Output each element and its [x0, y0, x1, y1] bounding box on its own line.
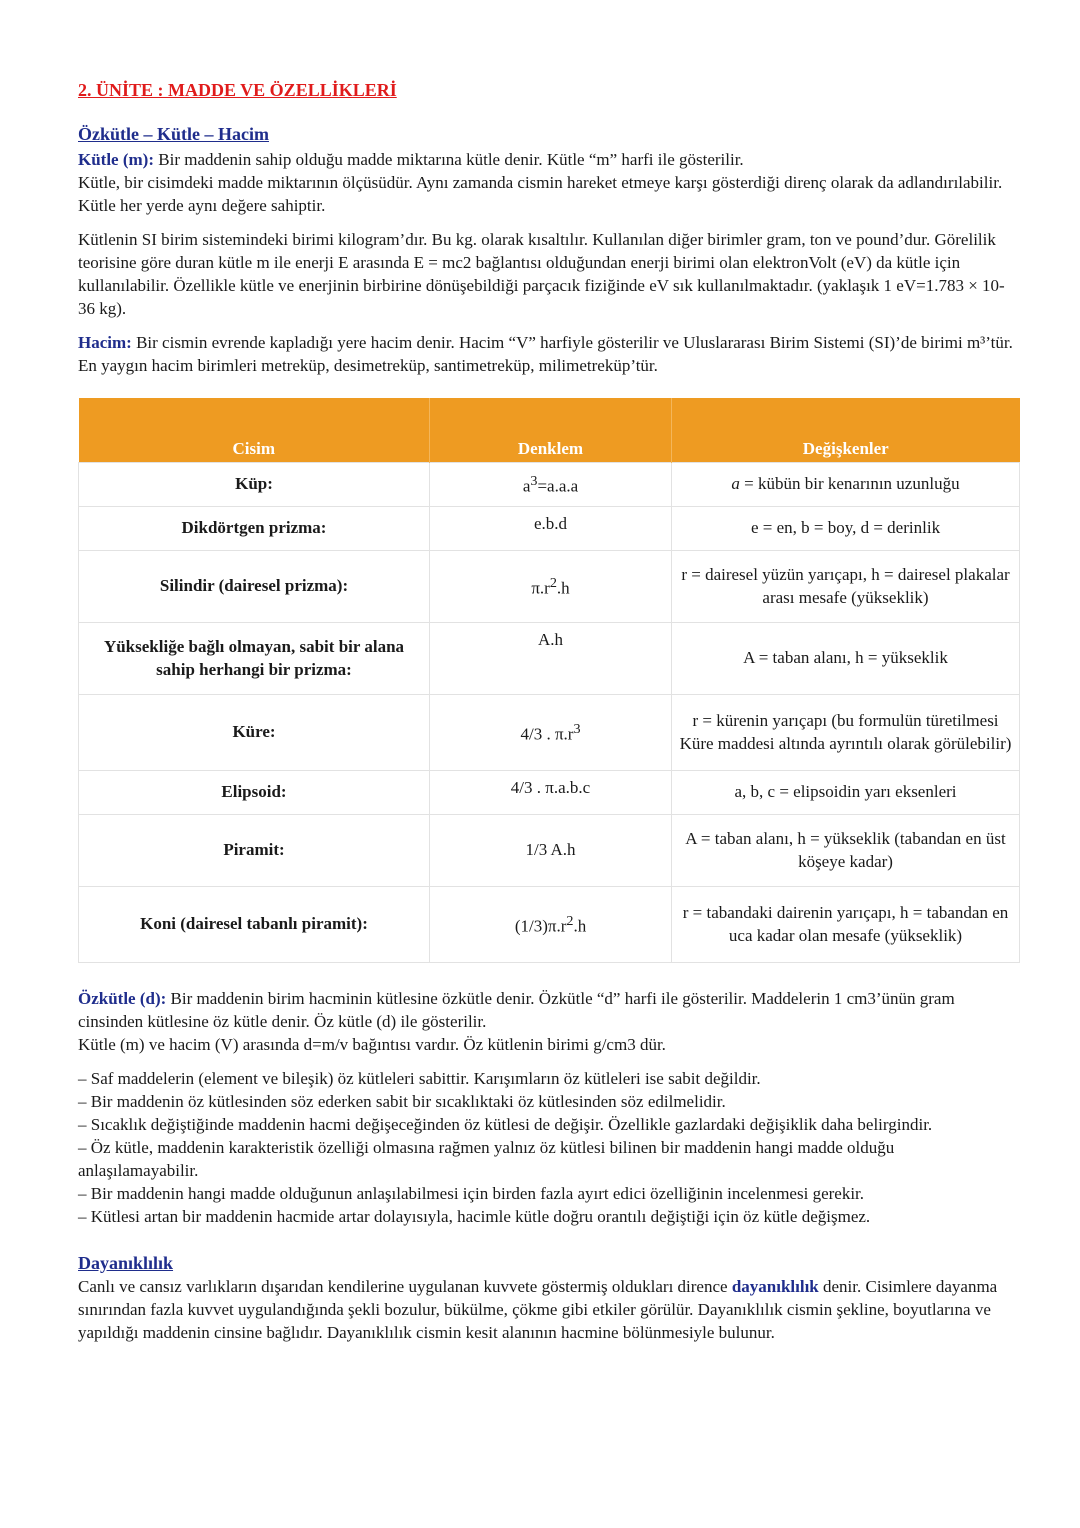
eq-base: 4/3 . π.a.b.c — [510, 778, 591, 797]
table-row — [79, 771, 1020, 815]
hacim-paragraph — [78, 331, 1018, 377]
table-row — [79, 695, 1020, 771]
shapes-volume-table — [78, 398, 1020, 963]
dayaniklilik-text-pre: Canlı ve cansız varlıkların dışarıdan kendilerine uygulanan kuvvete göstermiş oldukları dirence — [78, 1277, 732, 1296]
cell-name: Yüksekliğe bağlı olmayan, sabit bir alana sahip herhangi bir prizma: — [79, 623, 430, 695]
list-item: – Bir maddenin hangi madde olduğunun anlaşılabilmesi için birden fazla ayırt edici özelliğinin incelenmesi gerekir. — [78, 1184, 865, 1203]
eq-base: 1/3 A.h — [525, 840, 576, 860]
cell-variables: r = kürenin yarıçapı (bu formulün türetilmesi Küre maddesi altında ayrıntılı olarak görülebilir) — [672, 695, 1020, 771]
hacim-term: Hacim: — [78, 333, 132, 352]
eq-base: (1/3)π.r — [514, 917, 567, 937]
kutle-paragraph — [78, 148, 1018, 217]
cell-variables: r = tabandaki dairenin yarıçapı, h = tabandan en uca kadar olan mesafe (yükseklik) — [672, 887, 1020, 963]
cell-variables — [672, 463, 1020, 507]
kutle-line2: Kütle, bir cisimdeki madde miktarının ölçüsüdür. Aynı zamanda cismin hareket etmeye karşı gösterdiği direnç olarak da adlandırılabilir. Kütle her yerde aynı değere sahiptir. — [78, 173, 1003, 215]
eq-base: e.b.d — [533, 514, 568, 533]
dayaniklilik-keyword: dayanıklılık — [731, 1277, 819, 1296]
ozkutle-facts-list — [78, 1067, 1018, 1228]
cell-name: Elipsoid: — [79, 771, 430, 815]
header-denklem: Denklem — [430, 398, 672, 463]
list-item: – Bir maddenin öz kütlesinden söz ederken sabit bir sıcaklıktaki öz kütlesinden söz edilmelidir. — [78, 1092, 726, 1111]
cell-variables: r = dairesel yüzün yarıçapı, h = dairesel plakalar arası mesafe (yükseklik) — [672, 551, 1020, 623]
list-item: – Öz kütle, maddenin karakteristik özelliği olmasına rağmen yalnız öz kütlesi bilinen bir maddenin hangi madde olduğu anlaşılamayabilir. — [78, 1138, 895, 1180]
table-row — [79, 887, 1020, 963]
cell-equation — [430, 771, 672, 815]
ozkutle-paragraph — [78, 987, 1018, 1056]
section-title-dayaniklilik: Dayanıklılık — [78, 1253, 174, 1273]
header-degiskenler: Değişkenler — [672, 398, 1020, 463]
dayaniklilik-paragraph — [78, 1275, 1018, 1344]
table-row — [79, 815, 1020, 887]
ozkutle-term: Özkütle (d): — [78, 989, 167, 1008]
kutle-term: Kütle (m): — [78, 150, 155, 169]
cell-equation — [430, 507, 672, 551]
cell-equation — [430, 695, 672, 771]
dayaniklilik-text-post: denir. Cisimlere dayanma sınırından fazla kuvvet uygulandığında şekli bozulur, bükülme, çökme gibi etkiler görülür. Dayanıklılık cismin şekline, boyutlarına ve yapıldığı maddenin cinsine bağlıdır. Dayanıklılık cismin kesit alanının hacmine bölünmesiyle bulunur. — [78, 1277, 998, 1342]
unit-title: 2. ÜNİTE : MADDE VE ÖZELLİKLERİ — [78, 80, 397, 100]
eq-base: A.h — [537, 630, 564, 649]
kutle-si-paragraph: Kütlenin SI birim sistemindeki birimi kilogram’dır. Bu kg. olarak kısaltılır. Kullanılan diğer birimler gram, ton ve pound’dur. Görelilik teorisine göre duran kütle m ile enerji E arasında E = mc2 bağlantısı olduğundan enerji birimi olan elektronVolt (eV) da kütle için kullanılabilir. Özellikle kütle ve enerjinin birbirine dönüşebildiği parçacık fiziğinde eV sık kullanılmaktadır. (yaklaşık 1 eV=1.783 × 10-36 kg). — [78, 230, 1005, 318]
cell-variables: A = taban alanı, h = yükseklik (tabandan en üst köşeye kadar) — [672, 815, 1020, 887]
section-title-ozkutle-kutle-hacim: Özkütle – Kütle – Hacim — [78, 124, 269, 144]
ozkutle-line1: Bir maddenin birim hacminin kütlesine özkütle denir. Özkütle “d” harfi ile gösterilir. Maddelerin 1 cm3’ünün gram cinsinden kütlesine öz kütle denir. Öz kütle (d) ile gösterilir. — [78, 989, 955, 1031]
var-desc: = kübün bir kenarının uzunluğu — [739, 474, 960, 494]
eq-rest: .h — [573, 917, 587, 937]
cell-equation — [430, 623, 672, 695]
eq-exponent: 2 — [549, 575, 557, 592]
eq-exponent: 2 — [566, 913, 574, 930]
eq-exponent: 3 — [573, 721, 581, 738]
document-page — [78, 78, 1018, 1344]
cell-variables: e = en, b = boy, d = derinlik — [672, 507, 1020, 551]
table-header-row — [79, 398, 1020, 463]
cell-variables: A = taban alanı, h = yükseklik — [672, 623, 1020, 695]
list-item: – Kütlesi artan bir maddenin hacmide artar dolayısıyla, hacimle kütle doğru orantılı değiştiği için öz kütle değişmez. — [78, 1207, 871, 1226]
eq-rest: =a.a.a — [537, 477, 579, 497]
eq-base: π.r — [531, 579, 550, 599]
cell-name: Küre: — [79, 695, 430, 771]
cell-equation — [430, 551, 672, 623]
cell-name: Silindir (dairesel prizma): — [79, 551, 430, 623]
table-row — [79, 463, 1020, 507]
cell-equation — [430, 463, 672, 507]
var-symbol: a — [731, 474, 740, 494]
cell-variables: a, b, c = elipsoidin yarı eksenleri — [672, 771, 1020, 815]
eq-base: 4/3 . π.r — [520, 725, 574, 745]
table-row — [79, 551, 1020, 623]
eq-exponent: 3 — [530, 473, 538, 490]
header-cisim: Cisim — [79, 398, 430, 463]
cell-name: Piramit: — [79, 815, 430, 887]
cell-name: Koni (dairesel tabanlı piramit): — [79, 887, 430, 963]
list-item: – Sıcaklık değiştiğinde maddenin hacmi değişeceğinden öz kütlesi de değişir. Özellikle gazlardaki değişiklik daha belirgindir. — [78, 1115, 933, 1134]
list-item: – Saf maddelerin (element ve bileşik) öz kütleleri sabittir. Karışımların öz kütleleri ise sabit değildir. — [78, 1069, 761, 1088]
table-row — [79, 507, 1020, 551]
kutle-line1: Bir maddenin sahip olduğu madde miktarına kütle denir. Kütle “m” harfi ile gösterilir. — [154, 150, 744, 169]
cell-equation — [430, 887, 672, 963]
eq-rest: .h — [556, 579, 570, 599]
eq-base: a — [522, 477, 531, 497]
hacim-text: Bir cismin evrende kapladığı yere hacim denir. Hacim “V” harfiyle gösterilir ve Uluslararası Birim Sistemi (SI)’de birimi m³’tür. En yaygın hacim birimleri metreküp, desimetreküp, santimetreküp, milimetreküp’tür. — [78, 333, 1013, 375]
cell-equation — [430, 815, 672, 887]
ozkutle-line2: Kütle (m) ve hacim (V) arasında d=m/v bağıntısı vardır. Öz kütlenin birimi g/cm3 dür. — [78, 1035, 666, 1054]
table-row — [79, 623, 1020, 695]
cell-name: Küp: — [79, 463, 430, 507]
cell-name: Dikdörtgen prizma: — [79, 507, 430, 551]
